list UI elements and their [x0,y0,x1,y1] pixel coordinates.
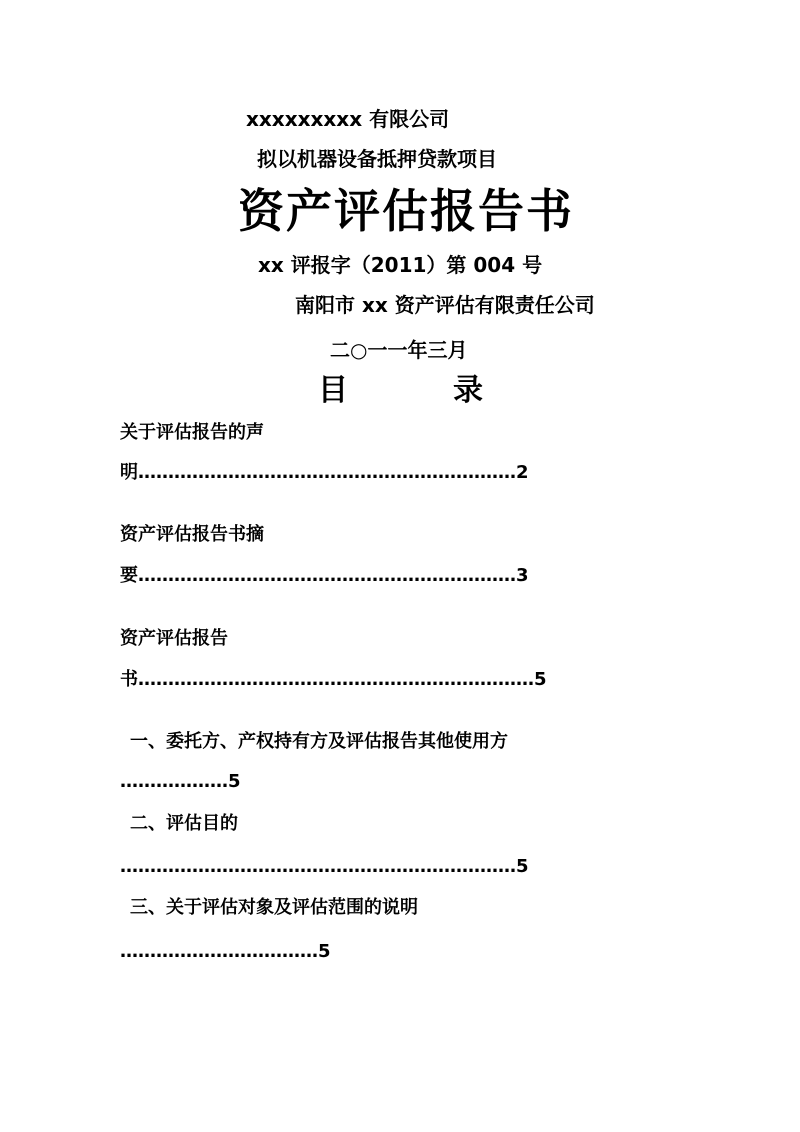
report-number: xx 评报字（2011）第 004 号 [258,253,543,277]
report-date: 二○一一年三月 [330,338,468,362]
toc-entry-leader[interactable]: 要………………………………………………………3 [120,565,529,586]
toc-heading-left: 目 [318,373,348,408]
toc-entry-title[interactable]: 资产评估报告 [120,628,228,649]
toc-entry-leader[interactable]: ……………………………5 [120,941,331,962]
project-subtitle: 拟以机器设备抵押贷款项目 [257,147,497,171]
toc-heading-right: 录 [453,373,483,408]
toc-entry-leader[interactable]: ………………5 [120,771,241,792]
toc-entry-leader[interactable]: …………………………………………………………5 [120,856,529,877]
toc-entry-leader[interactable]: 明………………………………………………………2 [120,462,529,483]
report-title: 资产评估报告书 [238,184,574,238]
toc-entry-title[interactable]: 资产评估报告书摘 [120,524,264,545]
toc-entry-title[interactable]: 三、关于评估对象及评估范围的说明 [130,897,418,918]
toc-entry-title[interactable]: 关于评估报告的声 [120,422,264,443]
toc-entry-title[interactable]: 一、委托方、产权持有方及评估报告其他使用方 [130,731,508,752]
toc-entry-title[interactable]: 二、评估目的 [130,813,238,834]
toc-heading [318,373,483,408]
company-name: xxxxxxxxx 有限公司 [246,107,450,131]
toc-entry-leader[interactable]: 书…………………………………………………………5 [120,669,547,690]
issuing-firm: 南阳市 xx 资产评估有限责任公司 [295,293,595,317]
